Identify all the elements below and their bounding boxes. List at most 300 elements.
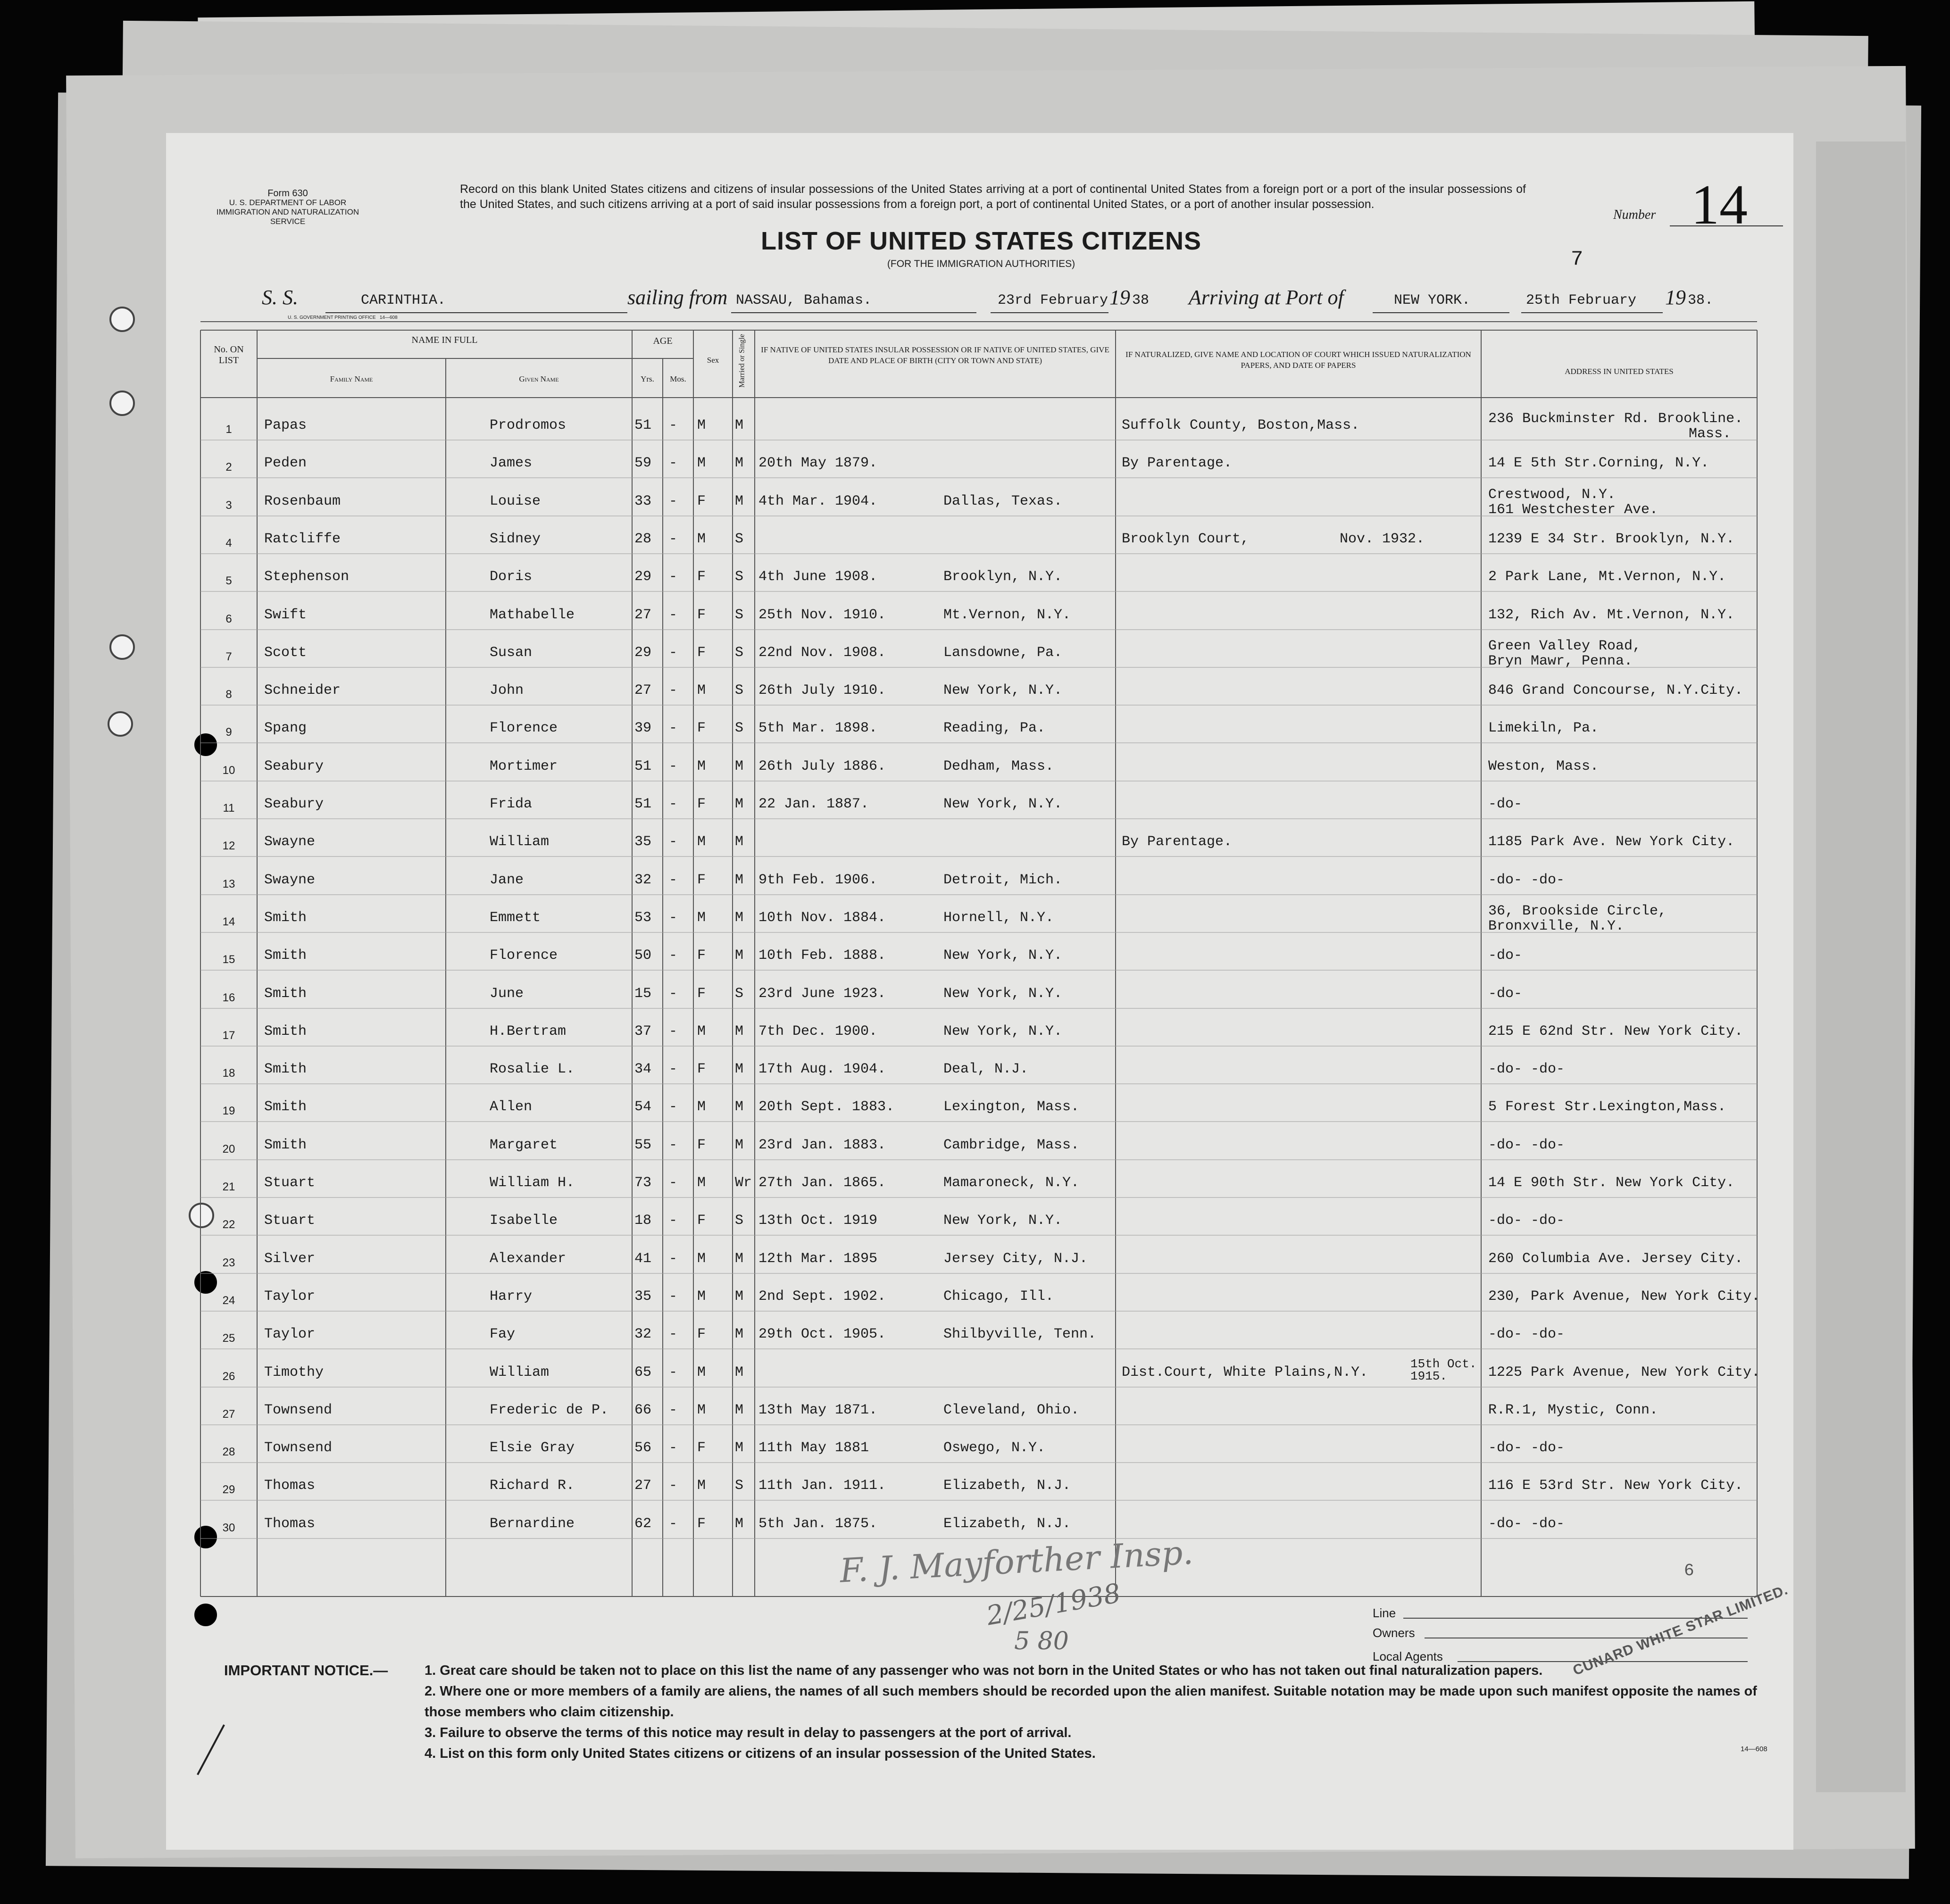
form-identifier xyxy=(203,189,373,226)
cell-birth-place: Detroit, Mich. xyxy=(943,872,1063,888)
row-number: 24 xyxy=(222,1294,235,1307)
punch-hole xyxy=(189,1203,214,1228)
from-port-underline xyxy=(731,312,976,313)
row-number: 1 xyxy=(225,423,232,436)
cell-family: Stuart xyxy=(264,1175,316,1191)
cell-given: Frederic de P. xyxy=(490,1402,609,1418)
cell-yrs: 51 xyxy=(634,796,652,812)
cell-birth-place: New York, N.Y. xyxy=(943,796,1063,812)
arrival-port: NEW YORK. xyxy=(1394,292,1471,308)
cell-given: Florence xyxy=(490,720,558,736)
row-number: 6 xyxy=(225,613,232,625)
inspector-signature: F. J. Mayforther Insp. xyxy=(839,1533,1194,1590)
cell-mos: - xyxy=(669,493,678,509)
row-number: 2 xyxy=(225,461,232,474)
cell-ms: M xyxy=(735,948,744,964)
cell-mos: - xyxy=(669,645,678,661)
cell-birth-place: New York, N.Y. xyxy=(943,948,1063,964)
department-name: U. S. DEPARTMENT OF LABOR xyxy=(229,198,347,207)
cell-mos: - xyxy=(669,1440,678,1456)
cell-given: Sidney xyxy=(490,531,541,547)
cell-birth-place: Dedham, Mass. xyxy=(943,758,1054,774)
cell-nat: Suffolk County, Boston,Mass. xyxy=(1122,417,1360,433)
cell-addr2: 161 Westchester Ave. xyxy=(1488,502,1658,518)
cell-given: Doris xyxy=(490,569,533,585)
cell-nat-date: Nov. 1932. xyxy=(1340,531,1425,547)
header-naturalized: IF NATURALIZED, GIVE NAME AND LOCATION OF COURT WHICH ISSUED NATURALIZATION PAPERS, AND DATE OF PAPERS xyxy=(1125,350,1471,370)
cell-mos: - xyxy=(669,569,678,585)
cell-birth-place: Shilbyville, Tenn. xyxy=(943,1326,1097,1342)
cell-family: Swayne xyxy=(264,872,316,888)
cell-birth-date: 23rd Jan. 1883. xyxy=(758,1137,886,1153)
cell-sex: F xyxy=(697,986,706,1002)
cell-birth-place: Cleveland, Ohio. xyxy=(943,1402,1080,1418)
header-name-in-full: NAME IN FULL xyxy=(411,335,478,345)
cell-given: Elsie Gray xyxy=(490,1440,575,1456)
cell-birth-date: 23rd June 1923. xyxy=(758,986,886,1002)
cell-sex: M xyxy=(697,1175,706,1191)
cell-sex: F xyxy=(697,1326,706,1342)
page-code: 6 xyxy=(1684,1561,1694,1580)
cell-birth-date: 11th Jan. 1911. xyxy=(758,1478,886,1494)
ship-underline xyxy=(325,312,627,313)
cell-addr1: Limekiln, Pa. xyxy=(1488,720,1599,736)
row-number: 9 xyxy=(225,726,232,739)
notice-lead: IMPORTANT NOTICE.— xyxy=(224,1662,388,1679)
row-number: 8 xyxy=(225,688,232,701)
cell-mos: - xyxy=(669,531,678,547)
notice-item-2: 2. Where one or more members of a family are aliens, the names of all such members should be recorded upon the alien manifest. Suitable notation may be made upon such manifest opposite the names of those members who claim citizenship. xyxy=(425,1684,1757,1720)
cell-addr1: -do- xyxy=(1488,948,1523,964)
cell-family: Stuart xyxy=(264,1213,316,1229)
cell-family: Swift xyxy=(264,607,307,623)
cell-birth-place: Reading, Pa. xyxy=(943,720,1046,736)
cell-family: Ratcliffe xyxy=(264,531,341,547)
cell-ms: M xyxy=(735,455,744,471)
cell-family: Thomas xyxy=(264,1516,316,1532)
row-number: 22 xyxy=(222,1218,235,1231)
footer-code: 14—608 xyxy=(1741,1745,1767,1753)
cell-sex: M xyxy=(697,834,706,850)
punch-hole xyxy=(194,1604,217,1626)
cell-family: Townsend xyxy=(264,1440,333,1456)
cell-mos: - xyxy=(669,834,678,850)
cell-birth-date: 27th Jan. 1865. xyxy=(758,1175,886,1191)
cell-family: Smith xyxy=(264,948,307,964)
cell-mos: - xyxy=(669,1289,678,1305)
cell-birth-date: 26th July 1886. xyxy=(758,758,886,774)
cell-yrs: 35 xyxy=(634,834,652,850)
cell-given: June xyxy=(490,986,524,1002)
cell-mos: - xyxy=(669,1099,678,1115)
cell-addr2: Mass. xyxy=(1689,426,1732,442)
cell-ms: M xyxy=(735,1402,744,1418)
line-label: Line xyxy=(1373,1606,1396,1620)
cell-mos: - xyxy=(669,1175,678,1191)
row-number: 13 xyxy=(222,878,235,890)
cell-yrs: 66 xyxy=(634,1402,652,1418)
cell-birth-date: 2nd Sept. 1902. xyxy=(758,1289,886,1305)
row-number: 4 xyxy=(225,537,232,549)
row-number: 17 xyxy=(222,1029,235,1042)
cell-sex: F xyxy=(697,1440,706,1456)
cell-sex: M xyxy=(697,1402,706,1418)
cell-given: Isabelle xyxy=(490,1213,558,1229)
cell-mos: - xyxy=(669,607,678,623)
cell-mos: - xyxy=(669,1516,678,1532)
cell-addr1: -do- -do- xyxy=(1488,1440,1565,1456)
cell-addr1: 846 Grand Concourse, N.Y.City. xyxy=(1488,682,1743,698)
cell-addr1: 1239 E 34 Str. Brooklyn, N.Y. xyxy=(1488,531,1735,547)
cell-given: Harry xyxy=(490,1289,533,1305)
cell-addr1: 36, Brookside Circle, xyxy=(1488,903,1667,919)
cell-given: H.Bertram xyxy=(490,1023,567,1039)
cell-birth-place: New York, N.Y. xyxy=(943,682,1063,698)
cell-birth-date: 9th Feb. 1906. xyxy=(758,872,878,888)
cell-sex: M xyxy=(697,682,706,698)
arrival-date-underline xyxy=(1521,312,1663,313)
cell-sex: M xyxy=(697,1023,706,1039)
cell-sex: M xyxy=(697,455,706,471)
cell-ms: M xyxy=(735,1137,744,1153)
cell-addr1: 14 E 5th Str.Corning, N.Y. xyxy=(1488,455,1709,471)
from-port: NASSAU, Bahamas. xyxy=(736,292,872,308)
cell-birth-place: Lexington, Mass. xyxy=(943,1099,1080,1115)
cell-given: Mathabelle xyxy=(490,607,575,623)
cell-yrs: 37 xyxy=(634,1023,652,1039)
header-family-name: Family Name xyxy=(330,374,373,383)
row-number: 15 xyxy=(222,953,235,966)
print-line xyxy=(288,315,398,320)
row-number: 20 xyxy=(222,1143,235,1156)
cell-sex: F xyxy=(697,1061,706,1077)
cell-nat: By Parentage. xyxy=(1122,834,1233,850)
cell-addr1: Green Valley Road, xyxy=(1488,638,1642,654)
cell-family: Smith xyxy=(264,1023,307,1039)
cell-addr1: -do- -do- xyxy=(1488,1213,1565,1229)
cell-birth-place: New York, N.Y. xyxy=(943,986,1063,1002)
cell-birth-date: 29th Oct. 1905. xyxy=(758,1326,886,1342)
cell-yrs: 34 xyxy=(634,1061,652,1077)
cell-family: Smith xyxy=(264,910,307,926)
sail-date-underline xyxy=(991,312,1108,313)
cell-ms: M xyxy=(735,1326,744,1342)
cell-birth-place: Hornell, N.Y. xyxy=(943,910,1054,926)
cell-family: Thomas xyxy=(264,1478,316,1494)
cell-birth-date: 20th May 1879. xyxy=(758,455,878,471)
cell-yrs: 33 xyxy=(634,493,652,509)
row-number: 18 xyxy=(222,1067,235,1080)
cell-birth-date: 13th May 1871. xyxy=(758,1402,878,1418)
cell-given: Florence xyxy=(490,948,558,964)
cell-given: Bernardine xyxy=(490,1516,575,1532)
cell-birth-place: Elizabeth, N.J. xyxy=(943,1478,1071,1494)
cell-ms: M xyxy=(735,758,744,774)
cell-given: Allen xyxy=(490,1099,533,1115)
cell-given: Prodromos xyxy=(490,417,567,433)
cell-birth-date: 17th Aug. 1904. xyxy=(758,1061,886,1077)
row-number: 7 xyxy=(225,650,232,663)
print-office: U. S. GOVERNMENT PRINTING OFFICE xyxy=(288,315,376,320)
cell-ms: M xyxy=(735,872,744,888)
cell-family: Smith xyxy=(264,986,307,1002)
header-yrs: Yrs. xyxy=(641,374,654,383)
cell-mos: - xyxy=(669,796,678,812)
cell-yrs: 62 xyxy=(634,1516,652,1532)
form-number: Form 630 xyxy=(267,188,308,199)
cell-given: William xyxy=(490,1364,550,1380)
cell-sex: F xyxy=(697,872,706,888)
cell-addr1: Weston, Mass. xyxy=(1488,758,1599,774)
number-value: 14 xyxy=(1691,173,1748,236)
cell-addr1: -do- -do- xyxy=(1488,1061,1565,1077)
cell-ms: S xyxy=(735,986,744,1002)
cell-birth-date: 22 Jan. 1887. xyxy=(758,796,869,812)
cell-birth-place: Deal, N.J. xyxy=(943,1061,1029,1077)
cell-yrs: 56 xyxy=(634,1440,652,1456)
cell-addr1: 236 Buckminster Rd. Brookline. xyxy=(1488,411,1743,427)
cell-yrs: 15 xyxy=(634,986,652,1002)
cell-family: Swayne xyxy=(264,834,316,850)
arrival-port-underline xyxy=(1373,312,1509,313)
cell-yrs: 51 xyxy=(634,417,652,433)
row-number: 29 xyxy=(222,1483,235,1496)
cell-birth-date: 5th Jan. 1875. xyxy=(758,1516,878,1532)
row-number: 30 xyxy=(222,1522,235,1534)
cell-sex: M xyxy=(697,1099,706,1115)
cell-ms: S xyxy=(735,1478,744,1494)
cell-mos: - xyxy=(669,1137,678,1153)
cell-ms: M xyxy=(735,493,744,509)
cell-sex: M xyxy=(697,1364,706,1380)
cell-addr1: -do- -do- xyxy=(1488,872,1565,888)
cell-birth-place: Oswego, N.Y. xyxy=(943,1440,1046,1456)
cell-mos: - xyxy=(669,455,678,471)
cell-yrs: 27 xyxy=(634,682,652,698)
arrival-date: 25th February xyxy=(1526,292,1637,308)
header-age: AGE xyxy=(653,336,673,346)
cell-sex: F xyxy=(697,645,706,661)
cell-given: Susan xyxy=(490,645,533,661)
cell-ms: Wr xyxy=(735,1175,752,1191)
row-number: 11 xyxy=(223,802,235,815)
cell-given: Richard R. xyxy=(490,1478,575,1494)
arrival-year-prefix: 19 xyxy=(1665,286,1686,309)
cell-nat-date: 15th Oct. 1915. xyxy=(1410,1357,1477,1383)
header-no-on-list: No. ON LIST xyxy=(214,344,244,366)
cell-birth-date: 20th Sept. 1883. xyxy=(758,1099,895,1115)
signature-code: 5 80 xyxy=(1014,1627,1069,1655)
line-stamp: CUNARD WHITE STAR LIMITED. xyxy=(1571,1582,1791,1679)
cell-yrs: 51 xyxy=(634,758,652,774)
number-label: Number xyxy=(1613,208,1656,222)
cell-yrs: 27 xyxy=(634,607,652,623)
cell-given: Alexander xyxy=(490,1251,567,1267)
cell-ms: S xyxy=(735,569,744,585)
cell-yrs: 18 xyxy=(634,1213,652,1229)
sheet-number: 7 xyxy=(1571,248,1583,271)
cell-mos: - xyxy=(669,872,678,888)
local-agents-label: Local Agents xyxy=(1373,1649,1443,1663)
notice-item-1: 1. Great care should be taken not to place on this list the name of any passenger who was not born in the United States or who has not taken out final naturalization papers. xyxy=(425,1663,1543,1678)
cell-ms: M xyxy=(735,1251,744,1267)
cell-mos: - xyxy=(669,1402,678,1418)
cell-addr1: 1185 Park Ave. New York City. xyxy=(1488,834,1735,850)
row-number: 26 xyxy=(222,1370,235,1383)
cell-family: Taylor xyxy=(264,1289,316,1305)
header-sex: Sex xyxy=(707,356,719,365)
cell-yrs: 35 xyxy=(634,1289,652,1305)
cell-ms: M xyxy=(735,1440,744,1456)
cell-given: Emmett xyxy=(490,910,541,926)
cell-yrs: 55 xyxy=(634,1137,652,1153)
cell-yrs: 54 xyxy=(634,1099,652,1115)
page-title: LIST OF UNITED STATES CITIZENS xyxy=(761,227,1201,255)
cell-birth-date: 11th May 1881 xyxy=(758,1440,869,1456)
cell-family: Schneider xyxy=(264,682,341,698)
cell-given: Mortimer xyxy=(490,758,558,774)
cell-nat: Dist.Court, White Plains,N.Y. xyxy=(1122,1364,1368,1380)
cell-birth-date: 25th Nov. 1910. xyxy=(758,607,886,623)
cell-yrs: 29 xyxy=(634,569,652,585)
cell-addr1: -do- -do- xyxy=(1488,1326,1565,1342)
cell-family: Scott xyxy=(264,645,307,661)
cell-yrs: 65 xyxy=(634,1364,652,1380)
cell-sex: M xyxy=(697,1251,706,1267)
cell-addr1: 116 E 53rd Str. New York City. xyxy=(1488,1478,1743,1494)
cell-sex: M xyxy=(697,417,706,433)
service-name: IMMIGRATION AND NATURALIZATION SERVICE xyxy=(216,208,359,226)
cell-sex: F xyxy=(697,493,706,509)
cell-addr1: 132, Rich Av. Mt.Vernon, N.Y. xyxy=(1488,607,1735,623)
cell-given: Fay xyxy=(490,1326,516,1342)
cell-yrs: 50 xyxy=(634,948,652,964)
cell-given: James xyxy=(490,455,533,471)
cell-mos: - xyxy=(669,682,678,698)
cell-birth-date: 22nd Nov. 1908. xyxy=(758,645,886,661)
cell-birth-date: 26th July 1910. xyxy=(758,682,886,698)
cell-mos: - xyxy=(669,1213,678,1229)
cell-birth-date: 10th Nov. 1884. xyxy=(758,910,886,926)
cell-sex: F xyxy=(697,1213,706,1229)
cell-mos: - xyxy=(669,1364,678,1380)
row-number: 19 xyxy=(222,1105,235,1117)
sail-year-prefix: 19 xyxy=(1109,286,1130,309)
cell-given: John xyxy=(490,682,524,698)
cell-addr1: Crestwood, N.Y. xyxy=(1488,487,1616,503)
cell-mos: - xyxy=(669,910,678,926)
cell-addr1: -do- -do- xyxy=(1488,1516,1565,1532)
cell-yrs: 53 xyxy=(634,910,652,926)
signature-date: 2/25/1938 xyxy=(984,1578,1123,1632)
cell-addr2: Bronxville, N.Y. xyxy=(1488,918,1625,934)
cell-ms: M xyxy=(735,1099,744,1115)
cell-birth-place: Brooklyn, N.Y. xyxy=(943,569,1063,585)
row-number: 21 xyxy=(222,1181,235,1193)
cell-family: Peden xyxy=(264,455,307,471)
cell-mos: - xyxy=(669,758,678,774)
cell-sex: M xyxy=(697,1478,706,1494)
cell-sex: M xyxy=(697,1289,706,1305)
cell-addr1: 1225 Park Avenue, New York City. xyxy=(1488,1364,1760,1380)
punch-hole xyxy=(109,634,135,660)
header-mos: Mos. xyxy=(670,374,686,383)
cell-addr2: Bryn Mawr, Penna. xyxy=(1488,653,1633,669)
cell-addr1: -do- xyxy=(1488,986,1523,1002)
cell-sex: F xyxy=(697,796,706,812)
cell-addr1: 260 Columbia Ave. Jersey City. xyxy=(1488,1251,1743,1267)
cell-birth-place: Cambridge, Mass. xyxy=(943,1137,1080,1153)
cell-birth-date: 7th Dec. 1900. xyxy=(758,1023,878,1039)
cell-ms: S xyxy=(735,531,744,547)
ship-name: CARINTHIA. xyxy=(361,292,446,308)
cell-given: Margaret xyxy=(490,1137,558,1153)
notice-item-4: 4. List on this form only United States citizens or citizens of an insular possession of the United States. xyxy=(425,1746,1096,1761)
list-number xyxy=(1613,173,1748,236)
sail-year: 38 xyxy=(1132,292,1150,308)
cell-ms: M xyxy=(735,1289,744,1305)
cell-birth-place: New York, N.Y. xyxy=(943,1213,1063,1229)
intro-instructions: Record on this blank United States citizens and citizens of insular possessions of the United States arriving at a port of continental United States from a foreign port or a port of the insular possessions of the United States, and such citizens arriving at a port of said insular possessions from a foreign port, a port of continental United States, or a port of another insular possession. xyxy=(460,183,1526,211)
cell-family: Seabury xyxy=(264,758,324,774)
cell-addr1: 215 E 62nd Str. New York City. xyxy=(1488,1023,1743,1039)
cell-birth-date: 10th Feb. 1888. xyxy=(758,948,886,964)
cell-mos: - xyxy=(669,986,678,1002)
cell-addr1: 2 Park Lane, Mt.Vernon, N.Y. xyxy=(1488,569,1726,585)
number-underline xyxy=(1670,225,1783,226)
cell-mos: - xyxy=(669,1061,678,1077)
header-birth: IF NATIVE OF UNITED STATES INSULAR POSSESSION OR IF NATIVE OF UNITED STATES, GIVE DATE AND PLACE OF BIRTH (CITY OR TOWN AND STATE) xyxy=(761,345,1109,365)
cell-yrs: 32 xyxy=(634,872,652,888)
cell-nat: By Parentage. xyxy=(1122,455,1233,471)
header-married-single-wrap xyxy=(733,330,751,391)
cell-sex: F xyxy=(697,569,706,585)
cell-sex: M xyxy=(697,758,706,774)
cell-addr1: 230, Park Avenue, New York City. xyxy=(1488,1289,1760,1305)
cell-sex: F xyxy=(697,1137,706,1153)
owners-label: Owners xyxy=(1373,1626,1415,1640)
punch-hole xyxy=(108,711,133,737)
cell-family: Spang xyxy=(264,720,307,736)
cell-ms: S xyxy=(735,682,744,698)
cell-family: Seabury xyxy=(264,796,324,812)
cell-birth-place: Lansdowne, Pa. xyxy=(943,645,1063,661)
cell-addr1: -do- xyxy=(1488,796,1523,812)
cell-mos: - xyxy=(669,1326,678,1342)
cell-given: Rosalie L. xyxy=(490,1061,575,1077)
punch-hole xyxy=(194,1271,217,1294)
cell-family: Rosenbaum xyxy=(264,493,341,509)
cell-yrs: 41 xyxy=(634,1251,652,1267)
header-address: ADDRESS IN UNITED STATES xyxy=(1565,367,1674,376)
cell-yrs: 73 xyxy=(634,1175,652,1191)
row-number: 27 xyxy=(222,1408,235,1421)
cell-birth-date: 5th Mar. 1898. xyxy=(758,720,878,736)
cell-sex: F xyxy=(697,1516,706,1532)
cell-yrs: 27 xyxy=(634,1478,652,1494)
cell-sex: M xyxy=(697,910,706,926)
cell-ms: M xyxy=(735,417,744,433)
cell-addr1: R.R.1, Mystic, Conn. xyxy=(1488,1402,1658,1418)
cell-mos: - xyxy=(669,720,678,736)
cell-given: William H. xyxy=(490,1175,575,1191)
cell-mos: - xyxy=(669,1478,678,1494)
cell-yrs: 28 xyxy=(634,531,652,547)
cell-family: Stephenson xyxy=(264,569,350,585)
cell-ms: S xyxy=(735,607,744,623)
cell-family: Smith xyxy=(264,1137,307,1153)
cell-family: Smith xyxy=(264,1061,307,1077)
